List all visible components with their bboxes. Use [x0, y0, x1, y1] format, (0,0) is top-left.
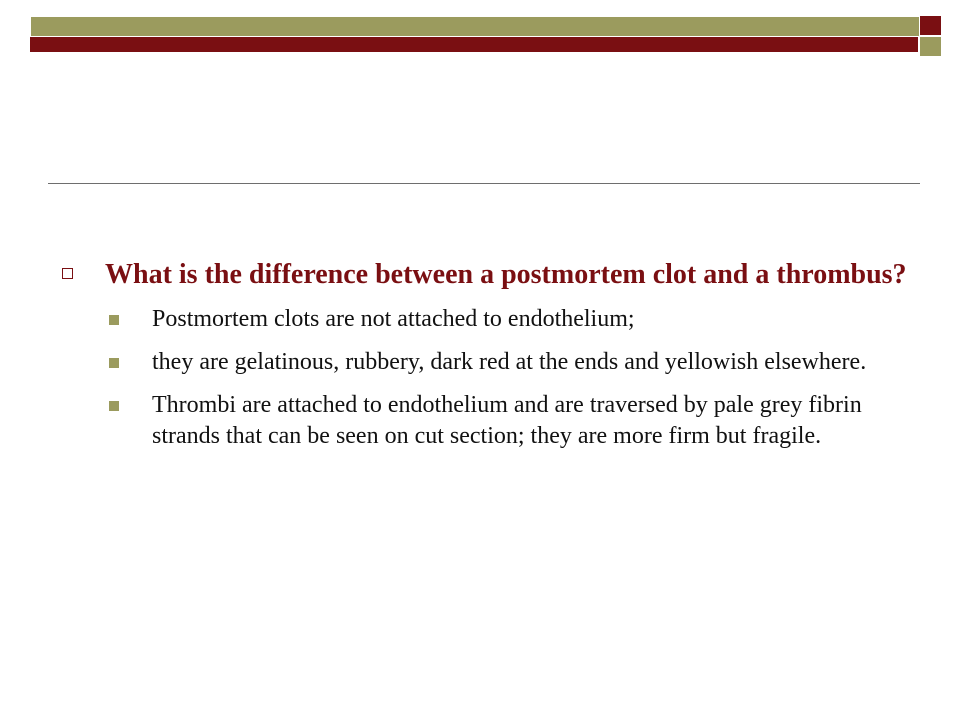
answer-list: [62, 304, 912, 452]
answer-text: they are gelatinous, rubbery, dark red at the ends and yellowish elsewhere.: [152, 349, 867, 375]
header-olive-square: [920, 37, 941, 56]
header-red-bar: [30, 37, 918, 52]
filled-square-bullet-icon: [109, 401, 119, 411]
question-text: What is the difference between a postmortem clot and a thrombus?: [105, 259, 907, 290]
answer-text: Postmortem clots are not attached to endothelium;: [152, 306, 635, 332]
answer-text: Thrombi are attached to endothelium and are traversed by pale grey fibrin strands that can be seen on cut section; they are more firm but fragile.: [152, 392, 862, 449]
answer-item: [62, 304, 912, 335]
hollow-square-bullet-icon: [62, 268, 73, 279]
slide-body: [62, 256, 912, 464]
answer-item: [62, 390, 912, 452]
header-olive-bar: [30, 16, 920, 37]
header-red-square: [920, 16, 941, 35]
answer-item: [62, 347, 912, 378]
filled-square-bullet-icon: [109, 358, 119, 368]
question-item: [62, 256, 912, 294]
filled-square-bullet-icon: [109, 315, 119, 325]
title-divider: [48, 183, 920, 184]
